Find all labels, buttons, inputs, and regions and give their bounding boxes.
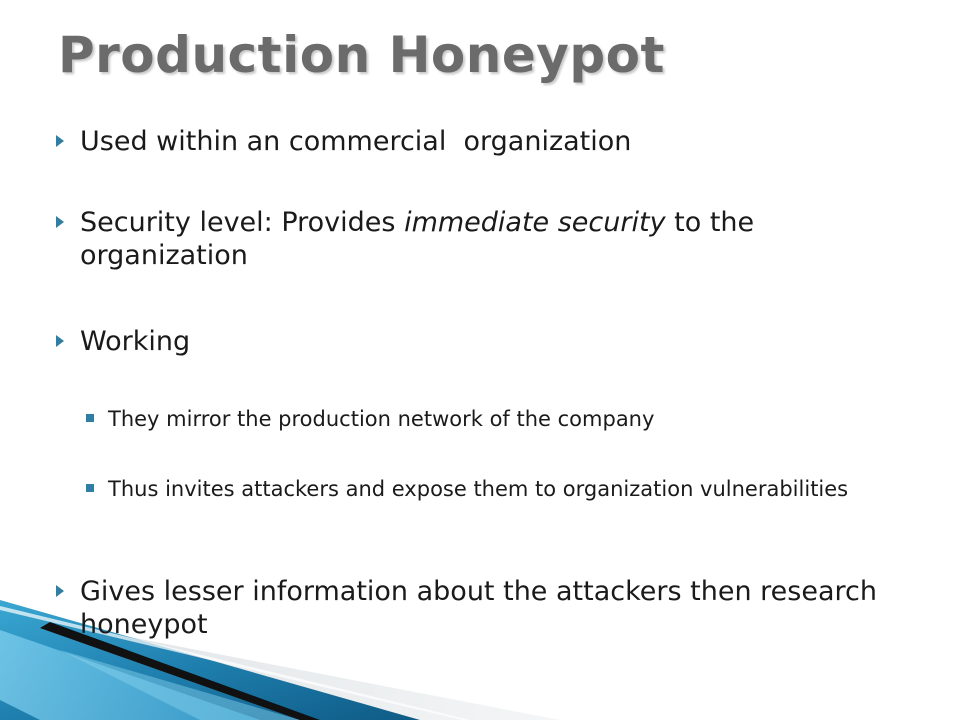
sub-bullet-item <box>108 407 888 432</box>
bullet-item <box>80 206 880 272</box>
triangle-right-icon <box>56 216 64 228</box>
bullet-text: Working <box>80 326 191 357</box>
sub-bullet-item <box>108 477 888 502</box>
sub-bullet-text: They mirror the production network of the company <box>108 407 655 431</box>
triangle-right-icon <box>56 335 64 347</box>
square-icon <box>86 484 94 492</box>
bullet-text: Used within an commercial organization <box>80 126 632 157</box>
bullet-text: to the organization <box>80 207 763 271</box>
triangle-right-icon <box>56 585 64 597</box>
slide-title: Production Honeypot <box>58 26 665 84</box>
triangle-right-icon <box>56 135 64 147</box>
bullet-item <box>80 325 880 358</box>
square-icon <box>86 414 94 422</box>
bullet-text: Gives lesser information about the attackers then research honeypot <box>80 576 877 640</box>
bullet-text-italic: immediate security <box>404 207 666 238</box>
sub-bullet-text: Thus invites attackers and expose them to organization vulnerabilities <box>108 477 849 501</box>
bullet-text: Security level: Provides <box>80 207 405 238</box>
bullet-item <box>80 575 880 641</box>
bullet-item <box>80 125 880 158</box>
